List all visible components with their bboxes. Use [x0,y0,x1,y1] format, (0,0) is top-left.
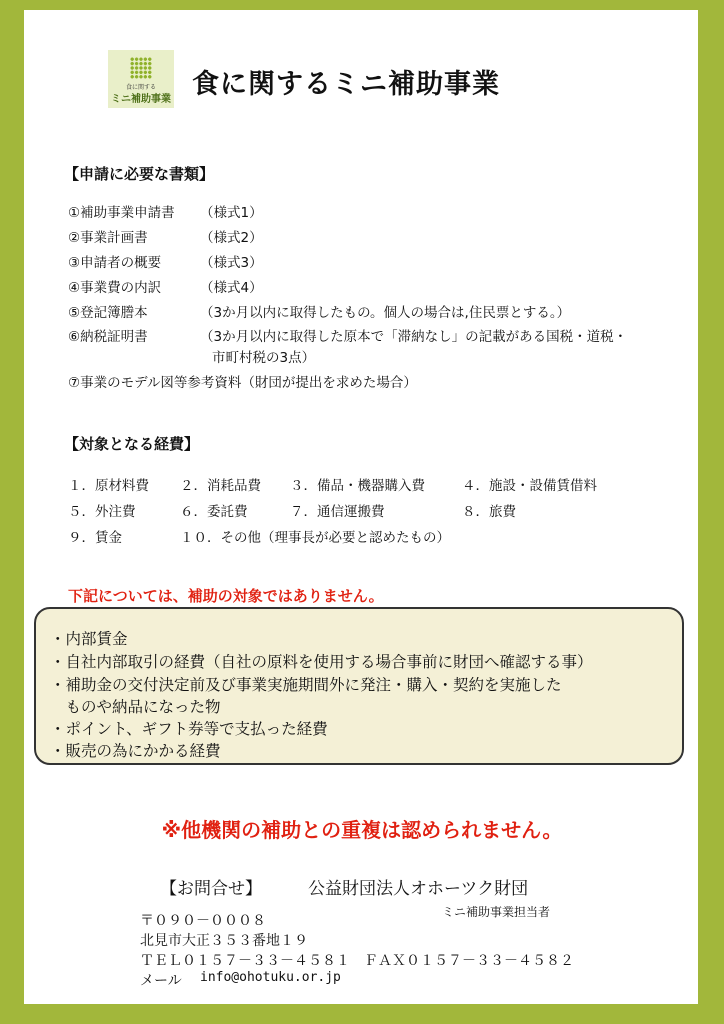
not-covered-item: ・自社内部取引の経費（自社の原料を使用する場合事前に財団へ確認する事） [50,653,593,671]
expense-item: ６．委託費 [180,504,248,520]
duplication-notice: ※他機関の補助との重複は認められません。 [161,818,563,842]
doc-item-label: ③申請者の概要 [68,255,162,271]
expense-item: ７．通信運搬費 [290,504,385,520]
contact-email[interactable]: info@ohotuku.or.jp [200,970,341,985]
frame-bottom [0,1004,724,1024]
doc-item-label: ②事業計画書 [68,230,148,246]
logo-text: ミニ補助事業 [111,94,171,105]
expense-item: ３．備品・機器購入費 [290,478,425,494]
expenses-heading: 【対象となる経費】 [64,435,200,453]
frame-top [0,0,724,10]
expense-item: １０．その他（理事長が必要と認めたもの） [180,530,450,546]
doc-item-note: （様式2） [200,230,263,246]
contact-heading: 【お問合せ】 [160,879,262,899]
contact-address: 北見市大正３５３番地１９ [140,933,308,949]
contact-postal: 〒０９０－０００８ [140,913,266,929]
contact-dept: ミニ補助事業担当者 [442,905,551,919]
not-covered-item: ・販売の為にかかる経費 [50,742,221,760]
not-covered-box [34,607,684,765]
contact-email-label: メール [140,973,182,989]
frame-left [0,0,24,1024]
doc-item-note: 市町村税の3点） [212,350,316,366]
doc-item-note: （様式3） [200,255,263,271]
contact-org: 公益財団法人オホーツク財団 [308,879,529,899]
expense-item: ８．旅費 [462,504,516,520]
doc-item-note: （3か月以内に取得した原本で「滞納なし」の記載がある国税・道税・ [200,329,628,345]
doc-item-note: （様式1） [200,205,263,221]
not-covered-item: ・ポイント、ギフト券等で支払った経費 [50,720,328,738]
expense-item: ２．消耗品費 [180,478,261,494]
logo-small-text: 食に関する [125,84,156,91]
doc-item-note: （様式4） [200,280,263,296]
doc-item-label: ⑦事業のモデル図等参考資料（財団が提出を求めた場合） [68,375,417,391]
doc-item-label: ⑤登記簿謄本 [68,305,148,321]
program-logo [108,50,174,108]
not-covered-item: ものや納品になった物 [50,698,221,716]
doc-item-label: ④事業費の内訳 [68,280,162,296]
page-title: 食に関するミニ補助事業 [192,69,500,100]
expense-item: ９．賃金 [68,530,122,546]
expense-item: ５．外注費 [68,504,136,520]
expense-item: ４．施設・設備賃借料 [462,478,597,494]
doc-item-note: （3か月以内に取得したもの。個人の場合は,住民票とする。） [200,305,571,321]
contact-tel-fax: ＴＥＬ０１５７－３３－４５８１ ＦＡＸ０１５７－３３－４５８２ [140,953,574,969]
not-covered-heading: 下記については、補助の対象ではありません。 [68,587,384,605]
documents-heading: 【申請に必要な書類】 [64,165,215,183]
logo-dots-icon [130,57,152,79]
doc-item-label: ①補助事業申請書 [68,205,175,221]
not-covered-item: ・内部賃金 [50,630,128,648]
expense-item: １．原材料費 [68,478,149,494]
frame-right [698,0,724,1024]
not-covered-item: ・補助金の交付決定前及び事業実施期間外に発注・購入・契約を実施した [50,676,562,694]
doc-item-label: ⑥納税証明書 [68,329,148,345]
